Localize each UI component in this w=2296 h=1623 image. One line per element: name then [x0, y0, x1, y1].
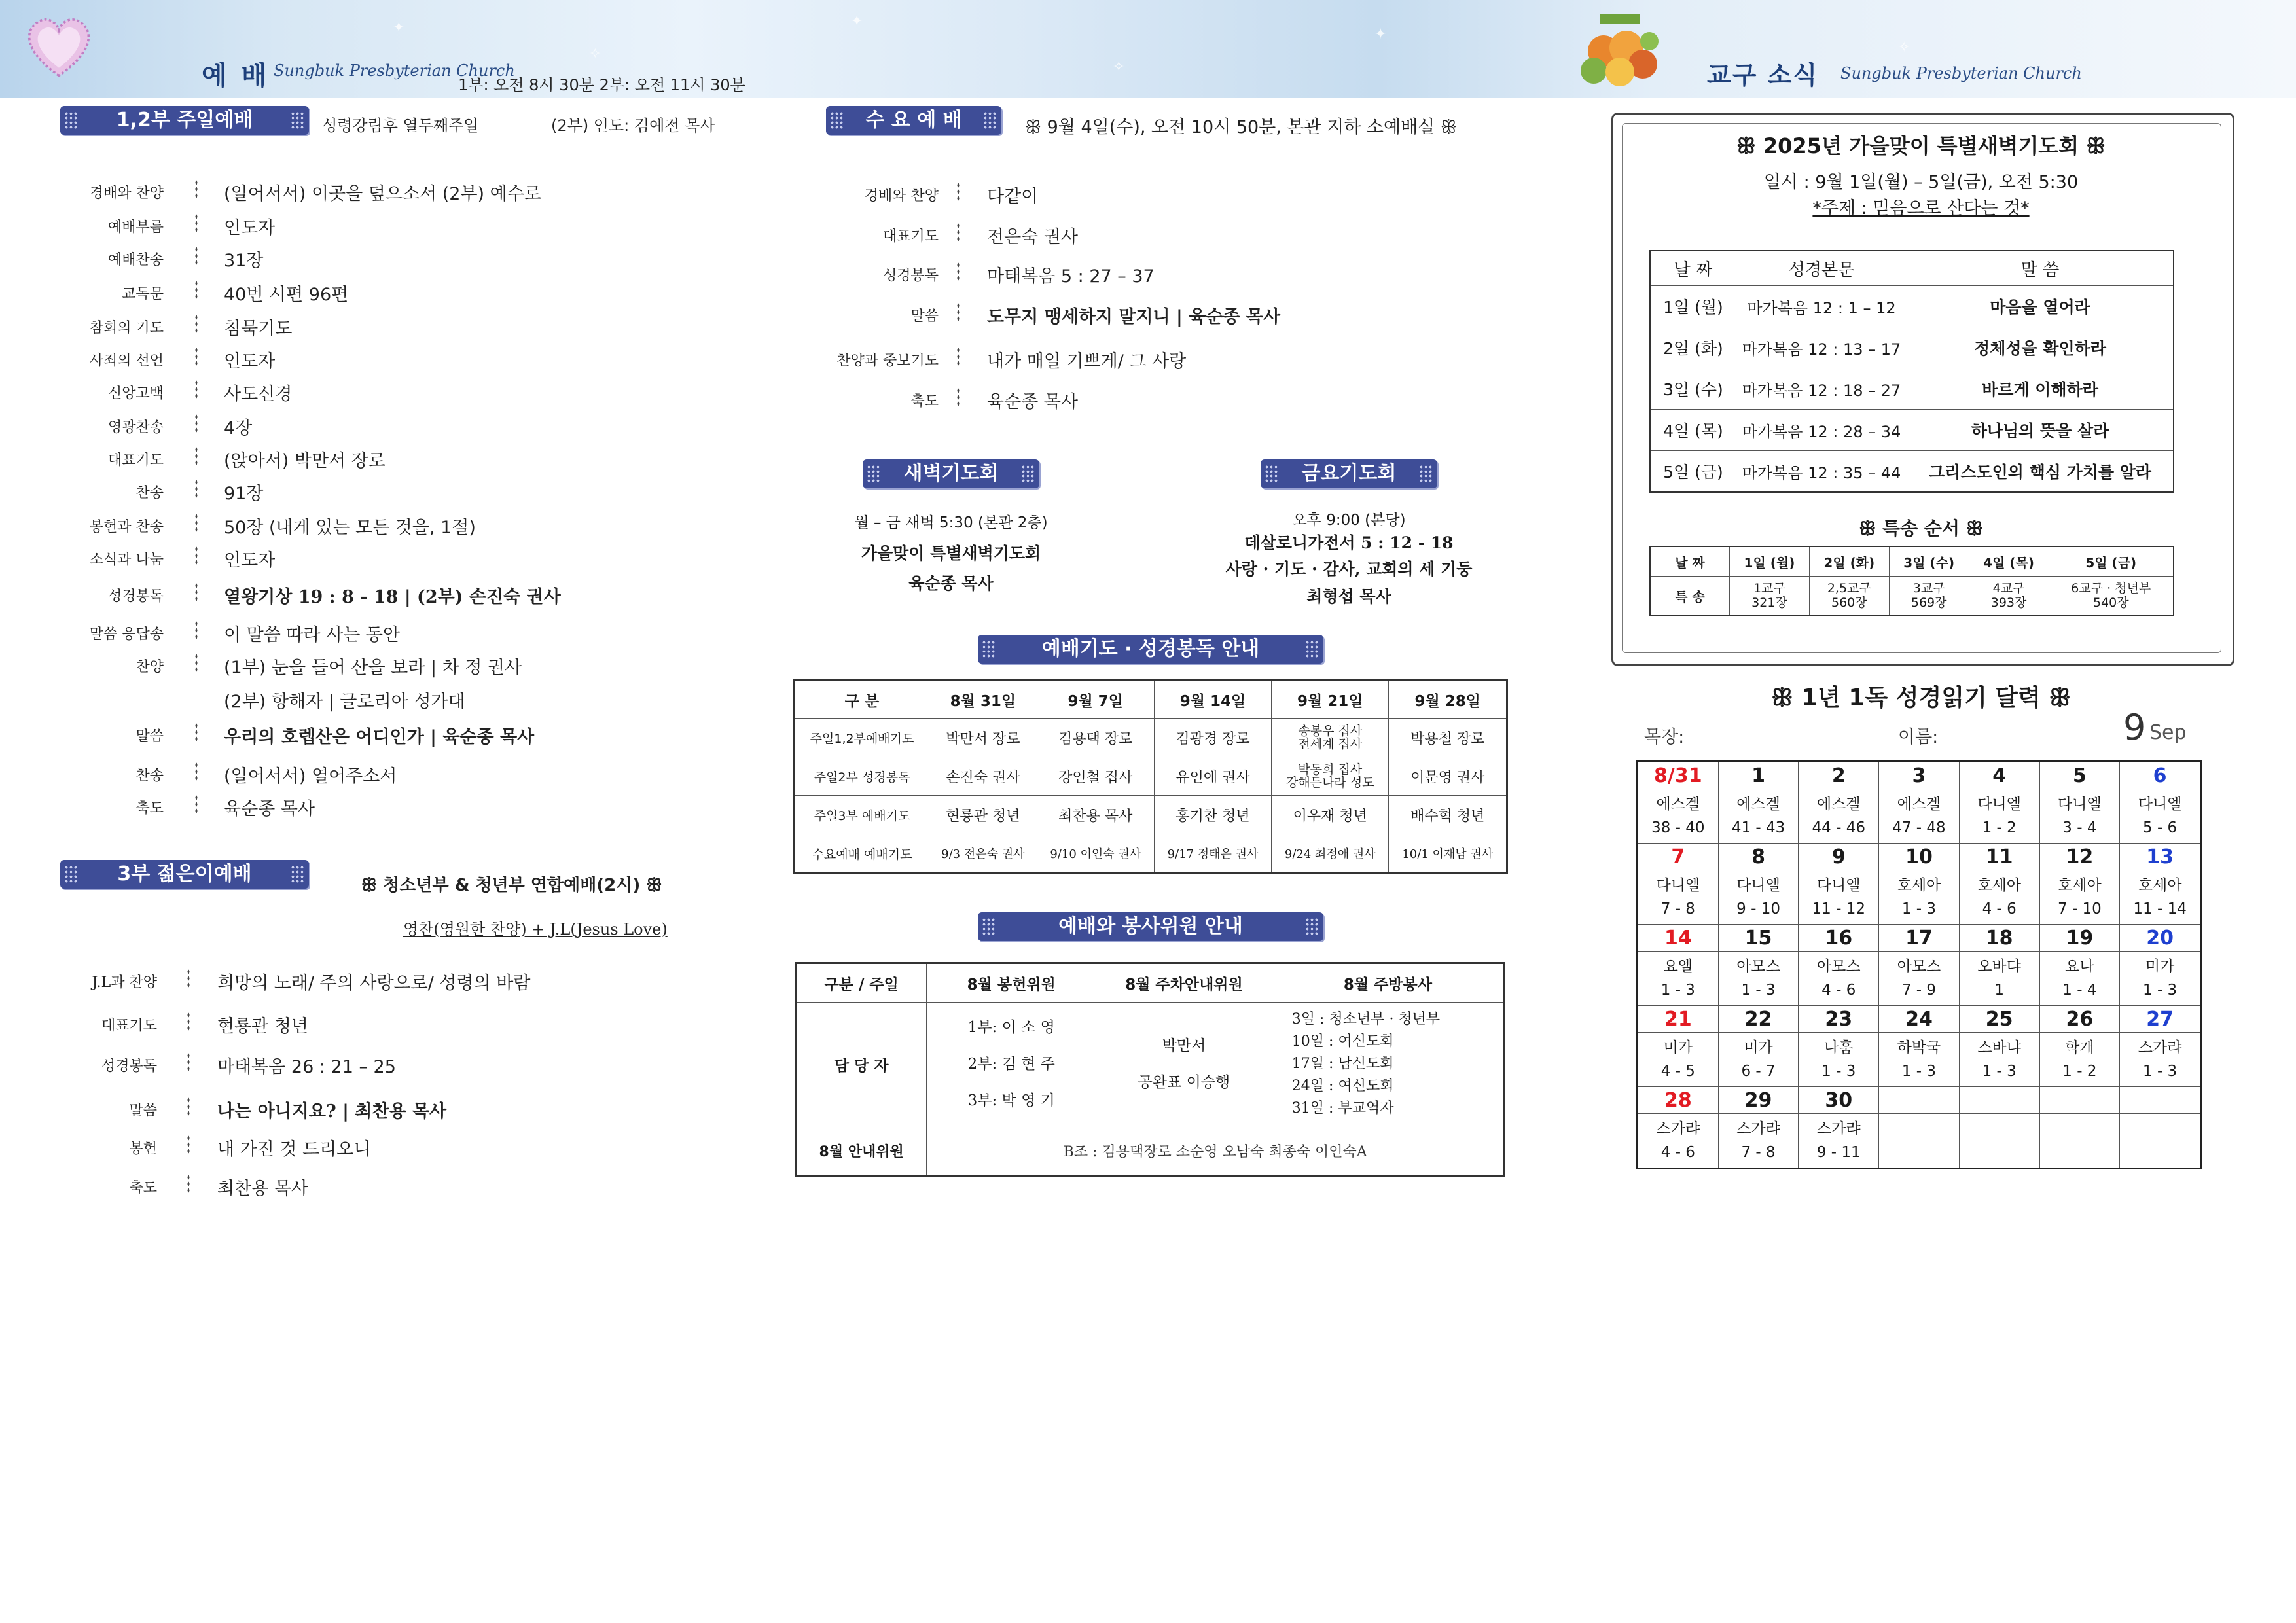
order-label: 말씀 — [129, 1103, 157, 1119]
calendar-title: ꕥ 1년 1독 성경읽기 달력 ꕥ — [1771, 685, 2071, 711]
month-number: 9 — [2123, 707, 2146, 748]
guide-label: 8월 안내위원 — [796, 1126, 927, 1176]
order-label: 성경봉독 — [882, 268, 939, 284]
prayer-row-label: 수요예배 예배기도 — [795, 834, 929, 874]
calendar-reading: 아모스 4 - 6 — [1799, 952, 1879, 1006]
dawn-time: 월 – 금 새벽 5:30 (본관 2층) — [854, 514, 1048, 531]
calendar-reading: 미가 6 - 7 — [1718, 1033, 1799, 1087]
order-value: 내가 매일 기쁘게/ 그 사랑 — [987, 351, 1187, 372]
order-label: 영광찬송 — [107, 419, 164, 436]
dawn-date: 1일 (월) — [1650, 286, 1736, 327]
colon-dots — [187, 1174, 190, 1194]
sunday-subtitle: 성령강림후 열두째주일 — [322, 116, 479, 135]
friday-preacher: 최형섭 목사 — [1306, 587, 1391, 606]
calendar-reading: 다니엘 7 - 8 — [1638, 870, 1719, 925]
calendar-reading: 다니엘 9 - 10 — [1718, 870, 1799, 925]
prayer-row-label: 주일3부 예배기도 — [795, 796, 929, 834]
order-value: 사도신경 — [224, 384, 293, 404]
colon-dots — [195, 213, 198, 233]
choir-cell: 1교구 321장 — [1730, 577, 1810, 616]
calendar-reading: 학개 1 - 2 — [2039, 1033, 2120, 1087]
colon-dots — [187, 1052, 190, 1072]
dawn-scripture: 마가복음 12 : 1 – 12 — [1736, 286, 1907, 327]
order-value: 현룡관 청년 — [217, 1016, 308, 1037]
calendar-reading — [2039, 1114, 2120, 1169]
calendar-reading: 아모스 7 - 9 — [1879, 952, 1960, 1006]
order-label: 찬송 — [135, 485, 164, 501]
prayer-cell: 박용철 장로 — [1389, 719, 1507, 757]
prayer-cell: 박만서 장로 — [929, 719, 1037, 757]
order-label: 성경봉독 — [107, 588, 164, 605]
prayer-cell: 10/1 이재남 권사 — [1389, 834, 1507, 874]
prayer-cell: 김용택 장로 — [1037, 719, 1154, 757]
calendar-reading: 에스겔 41 - 43 — [1718, 789, 1799, 844]
section-title-youth: 3부 젊은이예배 — [60, 860, 309, 889]
colon-dots — [195, 794, 198, 814]
colon-dots — [195, 762, 198, 781]
calendar-reading: 스가랴 7 - 8 — [1718, 1114, 1799, 1169]
calendar-day: 28 — [1638, 1087, 1719, 1114]
calendar-day: 30 — [1799, 1087, 1879, 1114]
order-value: 이 말씀 따라 사는 동안 — [224, 625, 401, 645]
calendar-day: 3 — [1879, 762, 1960, 789]
prayer-col-header: 구 분 — [795, 681, 929, 719]
special-dawn-date: 일시 : 9월 1일(월) – 5일(금), 오전 5:30 — [1763, 172, 2079, 192]
calendar-day: 8 — [1718, 844, 1799, 870]
prayer-cell: 배수혁 청년 — [1389, 796, 1507, 834]
prayer-col-header: 9월 21일 — [1272, 681, 1389, 719]
order-label: 축도 — [135, 800, 164, 817]
prayer-cell: 최찬용 목사 — [1037, 796, 1154, 834]
calendar-day: 25 — [1959, 1006, 2039, 1033]
prayer-cell: 이문영 권사 — [1389, 757, 1507, 796]
choir-cell: 6교구 · 청년부 540장 — [2049, 577, 2174, 616]
order-value: (2부) 항해자 | 글로리아 성가대 — [224, 692, 465, 712]
dawn-sermon: 그리스도인의 핵심 가치를 알라 — [1907, 451, 2174, 493]
order-value: 다같이 — [987, 187, 1039, 207]
choir-col-header: 5일 (금) — [2049, 546, 2174, 577]
colon-dots — [187, 1012, 190, 1031]
order-label: 대표기도 — [882, 228, 939, 245]
calendar-reading: 호세아 11 - 14 — [2120, 870, 2201, 925]
choir-title: ꕥ 특송 순서 ꕥ — [1859, 518, 1983, 539]
colon-dots — [195, 479, 198, 499]
flower-bouquet-icon — [1564, 12, 1676, 90]
prayer-cell: 유인애 권사 — [1154, 757, 1271, 796]
colon-dots — [195, 546, 198, 565]
calendar-day: 13 — [2120, 844, 2201, 870]
order-label: 교독문 — [122, 286, 164, 302]
calendar-reading: 호세아 4 - 6 — [1959, 870, 2039, 925]
order-label: 소식과 나눔 — [89, 552, 164, 568]
order-label: 예배부름 — [107, 219, 164, 236]
calendar-reading: 호세아 7 - 10 — [2039, 870, 2120, 925]
prayer-cell: 현룡관 청년 — [929, 796, 1037, 834]
friday-theme: 사랑 · 기도 · 감사, 교회의 세 기둥 — [1225, 560, 1473, 579]
order-value: (앉아서) 박만서 장로 — [224, 451, 386, 471]
colon-dots — [195, 414, 198, 433]
servants-row-label: 담 당 자 — [796, 1003, 927, 1126]
calendar-day: 24 — [1879, 1006, 1960, 1033]
order-value: (1부) 눈을 들어 산을 보라 | 차 정 권사 — [224, 658, 522, 678]
calendar-day: 7 — [1638, 844, 1719, 870]
youth-song-note: 영찬(영원한 찬양) + J.L(Jesus Love) — [403, 920, 668, 938]
section-title-friday: 금요기도회 — [1261, 459, 1437, 488]
order-value: 마태복음 26 : 21 – 25 — [217, 1057, 396, 1077]
friday-time: 오후 9:00 (본당) — [1292, 512, 1406, 529]
prayer-cell: 홍기찬 청년 — [1154, 796, 1271, 834]
calendar-day: 1 — [1718, 762, 1799, 789]
colon-dots — [195, 179, 198, 199]
calendar-day: 6 — [2120, 762, 2201, 789]
colon-dots — [957, 223, 960, 242]
choir-col-header: 2일 (화) — [1809, 546, 1889, 577]
order-label: 예배찬송 — [107, 252, 164, 268]
calendar-day: 12 — [2039, 844, 2120, 870]
order-value: 인도자 — [224, 550, 276, 571]
colon-dots — [187, 969, 190, 988]
servants-col-header: 8월 주차안내위원 — [1096, 963, 1272, 1003]
district-news-script: Sungbuk Presbyterian Church — [1840, 64, 2082, 82]
order-value: 4장 — [224, 418, 253, 438]
order-value: 50장 (내게 있는 모든 것을, 1절) — [224, 518, 476, 538]
dawn-col-header: 말 씀 — [1907, 251, 2174, 286]
order-label: 사죄의 선언 — [89, 353, 164, 369]
dawn-date: 2일 (화) — [1650, 327, 1736, 368]
calendar-day: 19 — [2039, 925, 2120, 952]
order-value: 91장 — [224, 484, 264, 504]
dawn-scripture: 마가복음 12 : 35 – 44 — [1736, 451, 1907, 493]
calendar-reading: 하박국 1 - 3 — [1879, 1033, 1960, 1087]
section-title-servants: 예배와 봉사위원 안내 — [978, 912, 1323, 941]
choir-col-header: 4일 (목) — [1969, 546, 2049, 577]
calendar-day: 2 — [1799, 762, 1879, 789]
prayer-cell: 박동희 집사 강해든나라 성도 — [1272, 757, 1389, 796]
calendar-reading: 다니엘 3 - 4 — [2039, 789, 2120, 844]
order-value: 육순종 목사 — [224, 799, 315, 819]
order-value: 전은숙 권사 — [987, 227, 1078, 247]
group-label: 목장: — [1644, 727, 1685, 747]
colon-dots — [195, 513, 198, 533]
colon-dots — [195, 380, 198, 399]
colon-dots — [957, 387, 960, 407]
colon-dots — [195, 620, 198, 640]
order-label: 축도 — [129, 1180, 157, 1196]
prayer-cell: 손진숙 권사 — [929, 757, 1037, 796]
calendar-reading: 나훔 1 - 3 — [1799, 1033, 1879, 1087]
choir-col-header: 3일 (수) — [1889, 546, 1969, 577]
choir-cell: 2,5교구 560장 — [1809, 577, 1889, 616]
order-value: 도무지 맹세하지 말지니 | 육순종 목사 — [987, 307, 1281, 327]
dawn-scripture: 마가복음 12 : 18 – 27 — [1736, 368, 1907, 410]
dawn-col-header: 성경본문 — [1736, 251, 1907, 286]
calendar-day: 5 — [2039, 762, 2120, 789]
calendar-day: 16 — [1799, 925, 1879, 952]
calendar-reading: 요엘 1 - 3 — [1638, 952, 1719, 1006]
dawn-sermon: 바르게 이해하라 — [1907, 368, 2174, 410]
colon-dots — [957, 182, 960, 202]
heart-icon — [20, 7, 98, 85]
section-title-wednesday: 수 요 예 배 — [826, 106, 1001, 135]
calendar-day: 21 — [1638, 1006, 1719, 1033]
order-value: 최찬용 목사 — [217, 1179, 308, 1199]
order-value: 나는 아니지요? | 최찬용 목사 — [217, 1101, 447, 1122]
calendar-reading: 호세아 1 - 3 — [1879, 870, 1960, 925]
parking-members: 박만서 공완표 이승행 — [1096, 1003, 1272, 1126]
sunday-inducer: (2부) 인도: 김예전 목사 — [551, 116, 715, 135]
colon-dots — [187, 1097, 190, 1116]
prayer-col-header: 9월 7일 — [1037, 681, 1154, 719]
calendar-day — [1959, 1087, 2039, 1114]
order-value: 육순종 목사 — [987, 392, 1078, 412]
friday-scripture: 데살로니가전서 5 : 12 - 18 — [1244, 533, 1454, 552]
dawn-scripture: 마가복음 12 : 28 – 34 — [1736, 410, 1907, 451]
prayer-cell: 강인철 집사 — [1037, 757, 1154, 796]
dawn-sermon: 하나님의 뜻을 살라 — [1907, 410, 2174, 451]
colon-dots — [195, 653, 198, 673]
service-times: 1부: 오전 8시 30분 2부: 오전 11시 30분 — [458, 76, 745, 94]
order-label: J.L과 찬양 — [92, 974, 157, 991]
month-abbr: Sep — [2149, 721, 2187, 744]
dawn-sermon: 정체성을 확인하라 — [1907, 327, 2174, 368]
order-label: 말씀 응답송 — [89, 626, 164, 643]
prayer-col-header: 8월 31일 — [929, 681, 1037, 719]
servants-col-header: 구분 / 주일 — [796, 963, 927, 1003]
dawn-event: 가을맞이 특별새벽기도회 — [861, 544, 1041, 563]
colon-dots — [195, 246, 198, 266]
order-value: 열왕기상 19 : 8 - 18 | (2부) 손진숙 권사 — [224, 587, 561, 607]
dawn-sermon: 마음을 열어라 — [1907, 286, 2174, 327]
bible-reading-calendar — [1636, 760, 2202, 1169]
order-label: 축도 — [910, 393, 939, 410]
calendar-reading: 에스겔 44 - 46 — [1799, 789, 1879, 844]
order-value: 우리의 호렙산은 어디인가 | 육순종 목사 — [224, 727, 535, 747]
order-label: 경배와 찬양 — [89, 185, 164, 202]
prayer-cell: 9/24 최정애 권사 — [1272, 834, 1389, 874]
dawn-col-header: 날 짜 — [1650, 251, 1736, 286]
calendar-day — [2120, 1087, 2201, 1114]
colon-dots — [957, 262, 960, 281]
prayer-row-label: 주일1,2부예배기도 — [795, 719, 929, 757]
order-label: 성경봉독 — [101, 1058, 157, 1075]
calendar-day: 15 — [1718, 925, 1799, 952]
order-label: 찬양과 중보기도 — [836, 353, 939, 369]
colon-dots — [195, 722, 198, 742]
order-label: 말씀 — [135, 728, 164, 745]
calendar-reading: 스가랴 9 - 11 — [1799, 1114, 1879, 1169]
prayer-cell: 이우재 청년 — [1272, 796, 1389, 834]
wednesday-info: ꕥ 9월 4일(수), 오전 10시 50분, 본관 지하 소예배실 ꕥ — [1025, 117, 1457, 137]
kitchen-members: 3일 : 청소년부 · 청년부 10일 : 여신도회 17일 : 남신도회 24일 : 여신도회 31일 : 부교역자 — [1272, 1003, 1504, 1126]
calendar-day: 23 — [1799, 1006, 1879, 1033]
calendar-reading: 오바댜 1 — [1959, 952, 2039, 1006]
servants-table — [795, 962, 1505, 1177]
dawn-preacher: 육순종 목사 — [908, 574, 994, 593]
dawn-date: 3일 (수) — [1650, 368, 1736, 410]
worship-header-script: Sungbuk Presbyterian Church — [274, 62, 515, 80]
calendar-day — [1879, 1087, 1960, 1114]
prayer-cell: 9/17 정태은 권사 — [1154, 834, 1271, 874]
district-news-title: 교구 소식 — [1707, 60, 1819, 90]
calendar-reading — [1879, 1114, 1960, 1169]
calendar-day: 14 — [1638, 925, 1719, 952]
colon-dots — [957, 302, 960, 322]
order-value: 31장 — [224, 251, 264, 271]
calendar-reading: 미가 1 - 3 — [2120, 952, 2201, 1006]
calendar-reading: 스바냐 1 - 3 — [1959, 1033, 2039, 1087]
offering-members: 1부: 이 소 영 2부: 김 현 주 3부: 박 영 기 — [927, 1003, 1096, 1126]
order-label: 찬송 — [135, 768, 164, 784]
youth-joint-service: ꕥ 청소년부 & 청년부 연합예배(2시) ꕥ — [361, 876, 662, 895]
calendar-day: 18 — [1959, 925, 2039, 952]
prayer-cell: 9/10 이인숙 권사 — [1037, 834, 1154, 874]
servants-col-header: 8월 봉헌위원 — [927, 963, 1096, 1003]
name-label: 이름: — [1898, 727, 1939, 747]
calendar-day: 11 — [1959, 844, 2039, 870]
calendar-reading: 요나 1 - 4 — [2039, 952, 2120, 1006]
order-label: 경배와 찬양 — [864, 188, 939, 204]
order-label: 신앙고백 — [107, 385, 164, 402]
special-dawn-theme: *주제 : 믿음으로 산다는 것* — [1812, 198, 2030, 219]
calendar-reading — [1959, 1114, 2039, 1169]
choir-col-header: 1일 (월) — [1730, 546, 1810, 577]
calendar-reading: 아모스 1 - 3 — [1718, 952, 1799, 1006]
calendar-day: 22 — [1718, 1006, 1799, 1033]
section-title-prayer: 예배기도 · 성경봉독 안내 — [978, 635, 1323, 664]
special-dawn-table — [1649, 250, 2174, 493]
prayer-cell: 송봉우 집사 전세계 집사 — [1272, 719, 1389, 757]
dawn-date: 5일 (금) — [1650, 451, 1736, 493]
guide-members: B조 : 김용택장로 소순영 오남숙 최종숙 이인숙A — [927, 1126, 1505, 1176]
section-title-sunday: 1,2부 주일예배 — [60, 106, 309, 135]
prayer-cell: 김광경 장로 — [1154, 719, 1271, 757]
order-value: 40번 시편 96편 — [224, 285, 349, 305]
calendar-day: 29 — [1718, 1087, 1799, 1114]
calendar-reading: 스가랴 4 - 6 — [1638, 1114, 1719, 1169]
calendar-day: 17 — [1879, 925, 1960, 952]
prayer-cell: 9/3 전은숙 권사 — [929, 834, 1037, 874]
colon-dots — [195, 582, 198, 602]
special-dawn-title: ꕥ 2025년 가을맞이 특별새벽기도회 ꕥ — [1736, 134, 2106, 158]
calendar-day: 27 — [2120, 1006, 2201, 1033]
prayer-col-header: 9월 14일 — [1154, 681, 1271, 719]
calendar-reading — [2120, 1114, 2201, 1169]
colon-dots — [195, 280, 198, 300]
section-title-dawn: 새벽기도회 — [863, 459, 1039, 488]
order-value: 인도자 — [224, 218, 276, 238]
choir-cell: 3교구 569장 — [1889, 577, 1969, 616]
choir-row-label: 특 송 — [1650, 577, 1730, 616]
order-label: 대표기도 — [107, 452, 164, 469]
choir-cell: 4교구 393장 — [1969, 577, 2049, 616]
prayer-table — [793, 679, 1508, 874]
order-value: 침묵기도 — [224, 319, 293, 339]
header-banner: ✦ ✧ ✦ ✧ ✦ ✧ — [0, 0, 2296, 98]
calendar-reading: 다니엘 1 - 2 — [1959, 789, 2039, 844]
order-label: 봉헌 — [129, 1141, 157, 1157]
prayer-row-label: 주일2부 성경봉독 — [795, 757, 929, 796]
servants-col-header: 8월 주방봉사 — [1272, 963, 1504, 1003]
colon-dots — [195, 347, 198, 366]
choir-col-header: 날 짜 — [1650, 546, 1730, 577]
order-value: 내 가진 것 드리오니 — [217, 1139, 371, 1160]
order-label: 참회의 기도 — [89, 320, 164, 336]
order-label: 대표기도 — [101, 1018, 157, 1034]
calendar-day — [2039, 1087, 2120, 1114]
colon-dots — [195, 446, 198, 466]
worship-header-title: 예 배 — [202, 60, 270, 91]
order-label: 말씀 — [910, 308, 939, 325]
dawn-date: 4일 (목) — [1650, 410, 1736, 451]
dawn-scripture: 마가복음 12 : 13 – 17 — [1736, 327, 1907, 368]
calendar-reading: 다니엘 11 - 12 — [1799, 870, 1879, 925]
choir-table — [1649, 546, 2174, 616]
calendar-reading: 에스겔 38 - 40 — [1638, 789, 1719, 844]
calendar-reading: 에스겔 47 - 48 — [1879, 789, 1960, 844]
calendar-day: 10 — [1879, 844, 1960, 870]
order-value: 희망의 노래/ 주의 사랑으로/ 성령의 바람 — [217, 973, 531, 993]
prayer-col-header: 9월 28일 — [1389, 681, 1507, 719]
order-label: 봉헌과 찬송 — [89, 519, 164, 535]
order-value: 마태복음 5 : 27 – 37 — [987, 266, 1155, 287]
colon-dots — [187, 1135, 190, 1154]
calendar-day: 8/31 — [1638, 762, 1719, 789]
calendar-reading: 다니엘 5 - 6 — [2120, 789, 2201, 844]
order-label: 찬양 — [135, 659, 164, 675]
calendar-day: 20 — [2120, 925, 2201, 952]
calendar-day: 26 — [2039, 1006, 2120, 1033]
order-value: (일어서서) 이곳을 덮으소서 (2부) 예수로 — [224, 184, 541, 204]
order-value: (일어서서) 열어주소서 — [224, 766, 397, 787]
calendar-reading: 미가 4 - 5 — [1638, 1033, 1719, 1087]
colon-dots — [195, 314, 198, 334]
calendar-reading: 스가랴 1 - 3 — [2120, 1033, 2201, 1087]
calendar-day: 9 — [1799, 844, 1879, 870]
colon-dots — [957, 347, 960, 366]
order-value: 인도자 — [224, 351, 276, 372]
calendar-day: 4 — [1959, 762, 2039, 789]
